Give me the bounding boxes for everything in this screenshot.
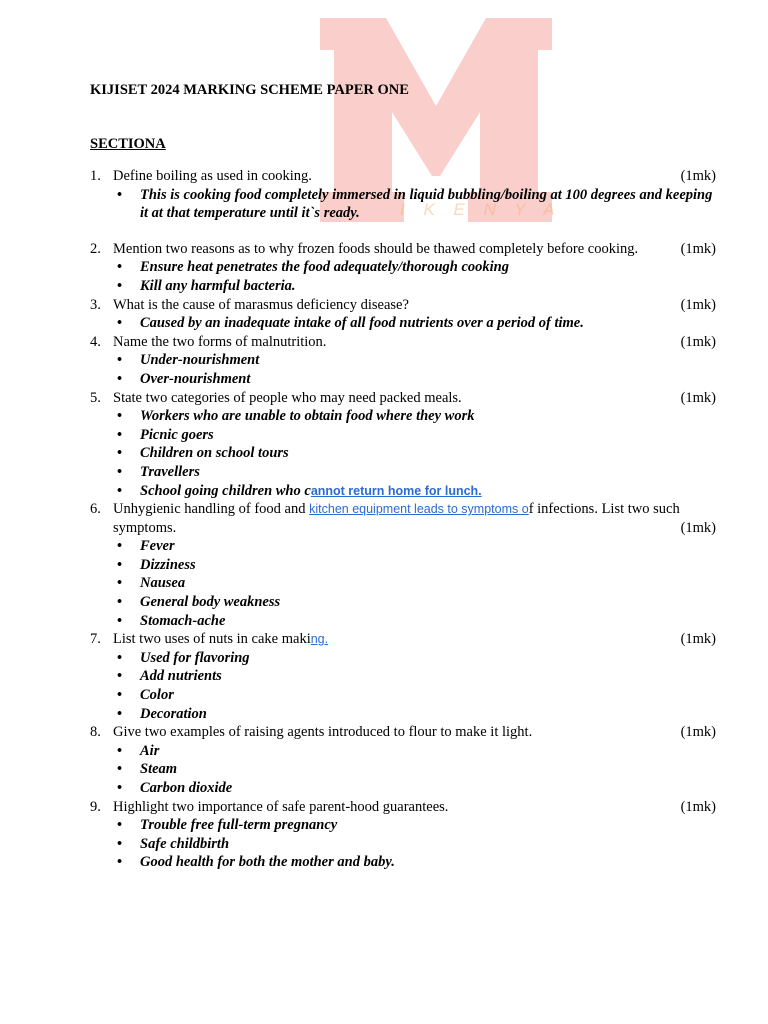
answer-item: • School going children who cannot return home for lunch. <box>113 482 716 501</box>
bullet-icon: • <box>117 556 123 573</box>
marks-label: (1mk) <box>680 798 716 815</box>
document-page <box>90 80 716 872</box>
answer-item: • Nausea <box>113 574 716 593</box>
bullet-icon: • <box>117 352 123 369</box>
answer-item: • Dizziness <box>113 556 716 575</box>
answer-list <box>90 537 716 630</box>
answer-item: • Decoration <box>113 705 716 724</box>
question-text: Highlight two importance of safe parent-hood guarantees. <box>113 798 449 815</box>
question-text: Mention two reasons as to why frozen foods should be thawed completely before cooking. <box>113 240 639 257</box>
bullet-icon: • <box>117 538 123 555</box>
answer-item: • Workers who are unable to obtain food where they work <box>113 407 716 426</box>
answer-list <box>90 816 716 872</box>
answer-list <box>90 649 716 723</box>
bullet-icon: • <box>117 463 123 480</box>
answer-item: • Kill any harmful bacteria. <box>113 277 716 296</box>
bullet-icon: • <box>117 705 123 722</box>
question-8 <box>90 723 716 797</box>
inline-link[interactable]: kitchen equipment leads to symptoms o <box>309 502 529 517</box>
question-text: List two uses of nuts in cake making. <box>113 631 329 648</box>
question-number: 9. <box>90 798 101 815</box>
answer-item: • Picnic goers <box>113 426 716 445</box>
answer-list <box>90 314 716 333</box>
inline-link[interactable]: ng. <box>310 632 329 647</box>
answer-item: • Stomach-ache <box>113 612 716 631</box>
answer-list <box>90 742 716 798</box>
bullet-icon: • <box>117 761 123 778</box>
answer-item: • General body weakness <box>113 593 716 612</box>
answer-list <box>90 186 716 223</box>
marks-label: (1mk) <box>680 333 716 350</box>
answer-item: • Used for flavoring <box>113 649 716 668</box>
bullet-icon: • <box>117 742 123 759</box>
marks-label: (1mk) <box>680 296 716 313</box>
answer-item: • Steam <box>113 760 716 779</box>
question-7 <box>90 630 716 723</box>
question-6 <box>90 500 716 630</box>
question-number: 7. <box>90 631 101 648</box>
question-text: Name the two forms of malnutrition. <box>113 333 327 350</box>
bullet-icon: • <box>117 687 123 704</box>
bullet-icon: • <box>117 370 123 387</box>
answer-item: • Good health for both the mother and baby. <box>113 853 716 872</box>
watermark-text: I K E N Y A <box>400 200 562 219</box>
bullet-icon: • <box>117 445 123 462</box>
marks-label: (1mk) <box>680 389 716 406</box>
question-9 <box>90 798 716 872</box>
answer-item: • Air <box>113 742 716 761</box>
question-number: 3. <box>90 296 101 313</box>
marks-label: (1mk) <box>680 168 716 184</box>
question-number: 8. <box>90 724 101 741</box>
question-2 <box>90 240 716 296</box>
question-number: 5. <box>90 389 101 406</box>
question-1 <box>90 167 716 240</box>
marks-label: (1mk) <box>680 519 716 536</box>
section-heading: SECTIONA <box>90 136 166 152</box>
bullet-icon: • <box>117 259 123 276</box>
question-number: 6. <box>90 501 101 518</box>
question-number: 1. <box>90 168 101 184</box>
question-number: 2. <box>90 240 101 257</box>
answer-item: • Add nutrients <box>113 667 716 686</box>
bullet-icon: • <box>117 594 123 611</box>
answer-item: • Color <box>113 686 716 705</box>
question-5 <box>90 389 716 501</box>
answer-item: • Travellers <box>113 463 716 482</box>
answer-item: • Safe childbirth <box>113 835 716 854</box>
bullet-icon: • <box>117 835 123 852</box>
question-text: Define boiling as used in cooking. <box>113 168 312 184</box>
marks-label: (1mk) <box>680 240 716 257</box>
question-text: Give two examples of raising agents introduced to flour to make it light. <box>113 724 533 741</box>
bullet-icon: • <box>117 277 123 294</box>
question-4 <box>90 333 716 389</box>
bullet-icon: • <box>117 854 123 871</box>
answer-item: • Over-nourishment <box>113 370 716 389</box>
bullet-icon: • <box>117 482 123 499</box>
question-number: 4. <box>90 333 101 350</box>
document-title: KIJISET 2024 MARKING SCHEME PAPER ONE <box>90 82 409 98</box>
marks-label: (1mk) <box>680 631 716 648</box>
bullet-icon: • <box>117 649 123 666</box>
inline-link[interactable]: annot return home for lunch. <box>310 483 482 498</box>
question-list <box>90 167 716 872</box>
question-text-continued: symptoms. <box>113 519 177 536</box>
bullet-icon: • <box>117 817 123 834</box>
answer-item: • Ensure heat penetrates the food adequately/thorough cooking <box>113 258 716 277</box>
marks-label: (1mk) <box>680 724 716 741</box>
answer-list <box>90 258 716 295</box>
answer-item: • Carbon dioxide <box>113 779 716 798</box>
bullet-icon: • <box>117 668 123 685</box>
answer-item: • Fever <box>113 537 716 556</box>
question-3 <box>90 296 716 333</box>
answer-item: • Children on school tours <box>113 444 716 463</box>
answer-item: • This is cooking food completely immersed in liquid bubbling/boiling at 100 degrees and keeping it at that temperature until it`s ready. <box>113 186 716 223</box>
answer-list <box>90 351 716 388</box>
bullet-icon: • <box>117 408 123 425</box>
answer-list <box>90 407 716 500</box>
bullet-icon: • <box>117 780 123 796</box>
answer-item: • Trouble free full-term pregnancy <box>113 816 716 835</box>
question-text: State two categories of people who may need packed meals. <box>113 389 462 406</box>
bullet-icon: • <box>117 315 123 332</box>
question-text: What is the cause of marasmus deficiency disease? <box>113 296 409 313</box>
bullet-icon: • <box>117 575 123 592</box>
bullet-icon: • <box>117 612 123 629</box>
answer-item: • Caused by an inadequate intake of all food nutrients over a period of time. <box>113 314 716 333</box>
answer-item: • Under-nourishment <box>113 351 716 370</box>
question-text: Unhygienic handling of food and kitchen equipment leads to symptoms of infections. List two such <box>113 501 680 518</box>
bullet-icon: • <box>117 426 123 443</box>
bullet-icon: • <box>117 186 123 203</box>
